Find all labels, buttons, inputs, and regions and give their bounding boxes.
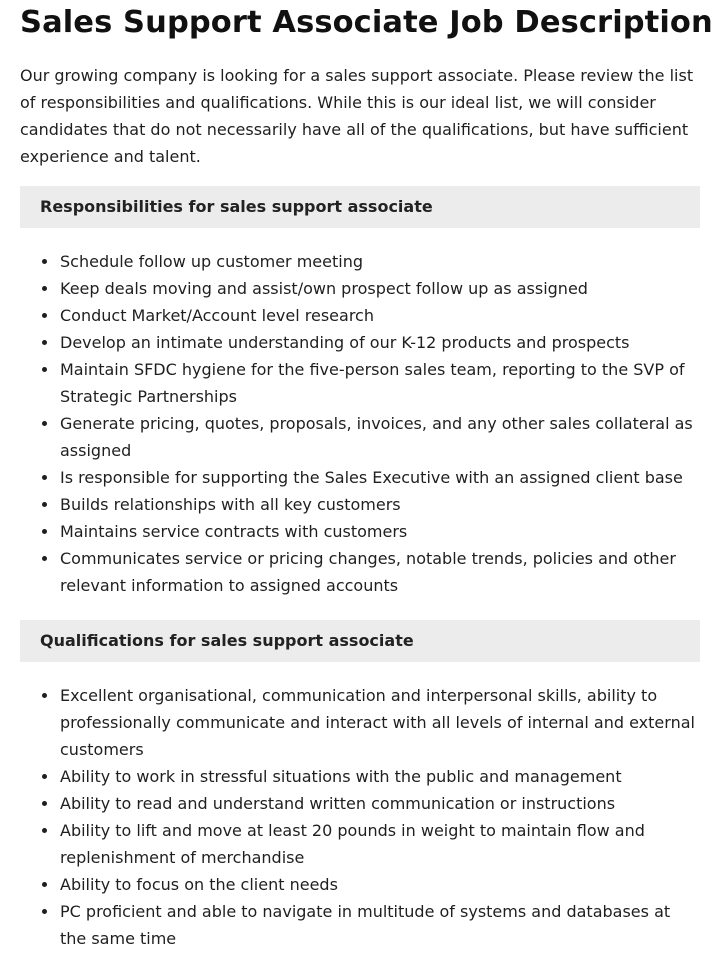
page-title: Sales Support Associate Job Description bbox=[20, 5, 713, 40]
qualification-item: Ability to read and understand written communication or instructions bbox=[60, 790, 700, 817]
intro-paragraph: Our growing company is looking for a sales support associate. Please review the list of responsibilities and qualifications. While this is our ideal list, we will consider candidates that do not necessarily have all of the qualifications, but have sufficient experience and talent. bbox=[20, 66, 694, 166]
responsibility-item: Communicates service or pricing changes, notable trends, policies and other relevant information to assigned accounts bbox=[60, 545, 700, 599]
qualifications-heading: Qualifications for sales support associate bbox=[20, 620, 700, 662]
qualification-item: Excellent organisational, communication and interpersonal skills, ability to professionally communicate and interact with all levels of internal and external customers bbox=[60, 682, 700, 763]
qualification-item: Ability to lift and move at least 20 pounds in weight to maintain flow and replenishment of merchandise bbox=[60, 817, 700, 871]
responsibilities-list bbox=[20, 248, 700, 599]
responsibility-item: Maintain SFDC hygiene for the five-person sales team, reporting to the SVP of Strategic Partnerships bbox=[60, 356, 700, 410]
responsibility-item: Keep deals moving and assist/own prospect follow up as assigned bbox=[60, 275, 700, 302]
responsibilities-heading: Responsibilities for sales support associate bbox=[20, 186, 700, 228]
qualification-item: PC proficient and able to navigate in multitude of systems and databases at the same time bbox=[60, 898, 700, 952]
qualifications-list bbox=[20, 682, 700, 952]
qualification-item: Ability to focus on the client needs bbox=[60, 871, 700, 898]
section-spacer bbox=[20, 599, 700, 604]
responsibility-item: Generate pricing, quotes, proposals, invoices, and any other sales collateral as assigned bbox=[60, 410, 700, 464]
responsibility-item: Conduct Market/Account level research bbox=[60, 302, 700, 329]
qualification-item: Ability to work in stressful situations with the public and management bbox=[60, 763, 700, 790]
responsibility-item: Maintains service contracts with customers bbox=[60, 518, 700, 545]
responsibility-item: Schedule follow up customer meeting bbox=[60, 248, 700, 275]
responsibility-item: Is responsible for supporting the Sales Executive with an assigned client base bbox=[60, 464, 700, 491]
responsibility-item: Develop an intimate understanding of our K-12 products and prospects bbox=[60, 329, 700, 356]
responsibility-item: Builds relationships with all key customers bbox=[60, 491, 700, 518]
